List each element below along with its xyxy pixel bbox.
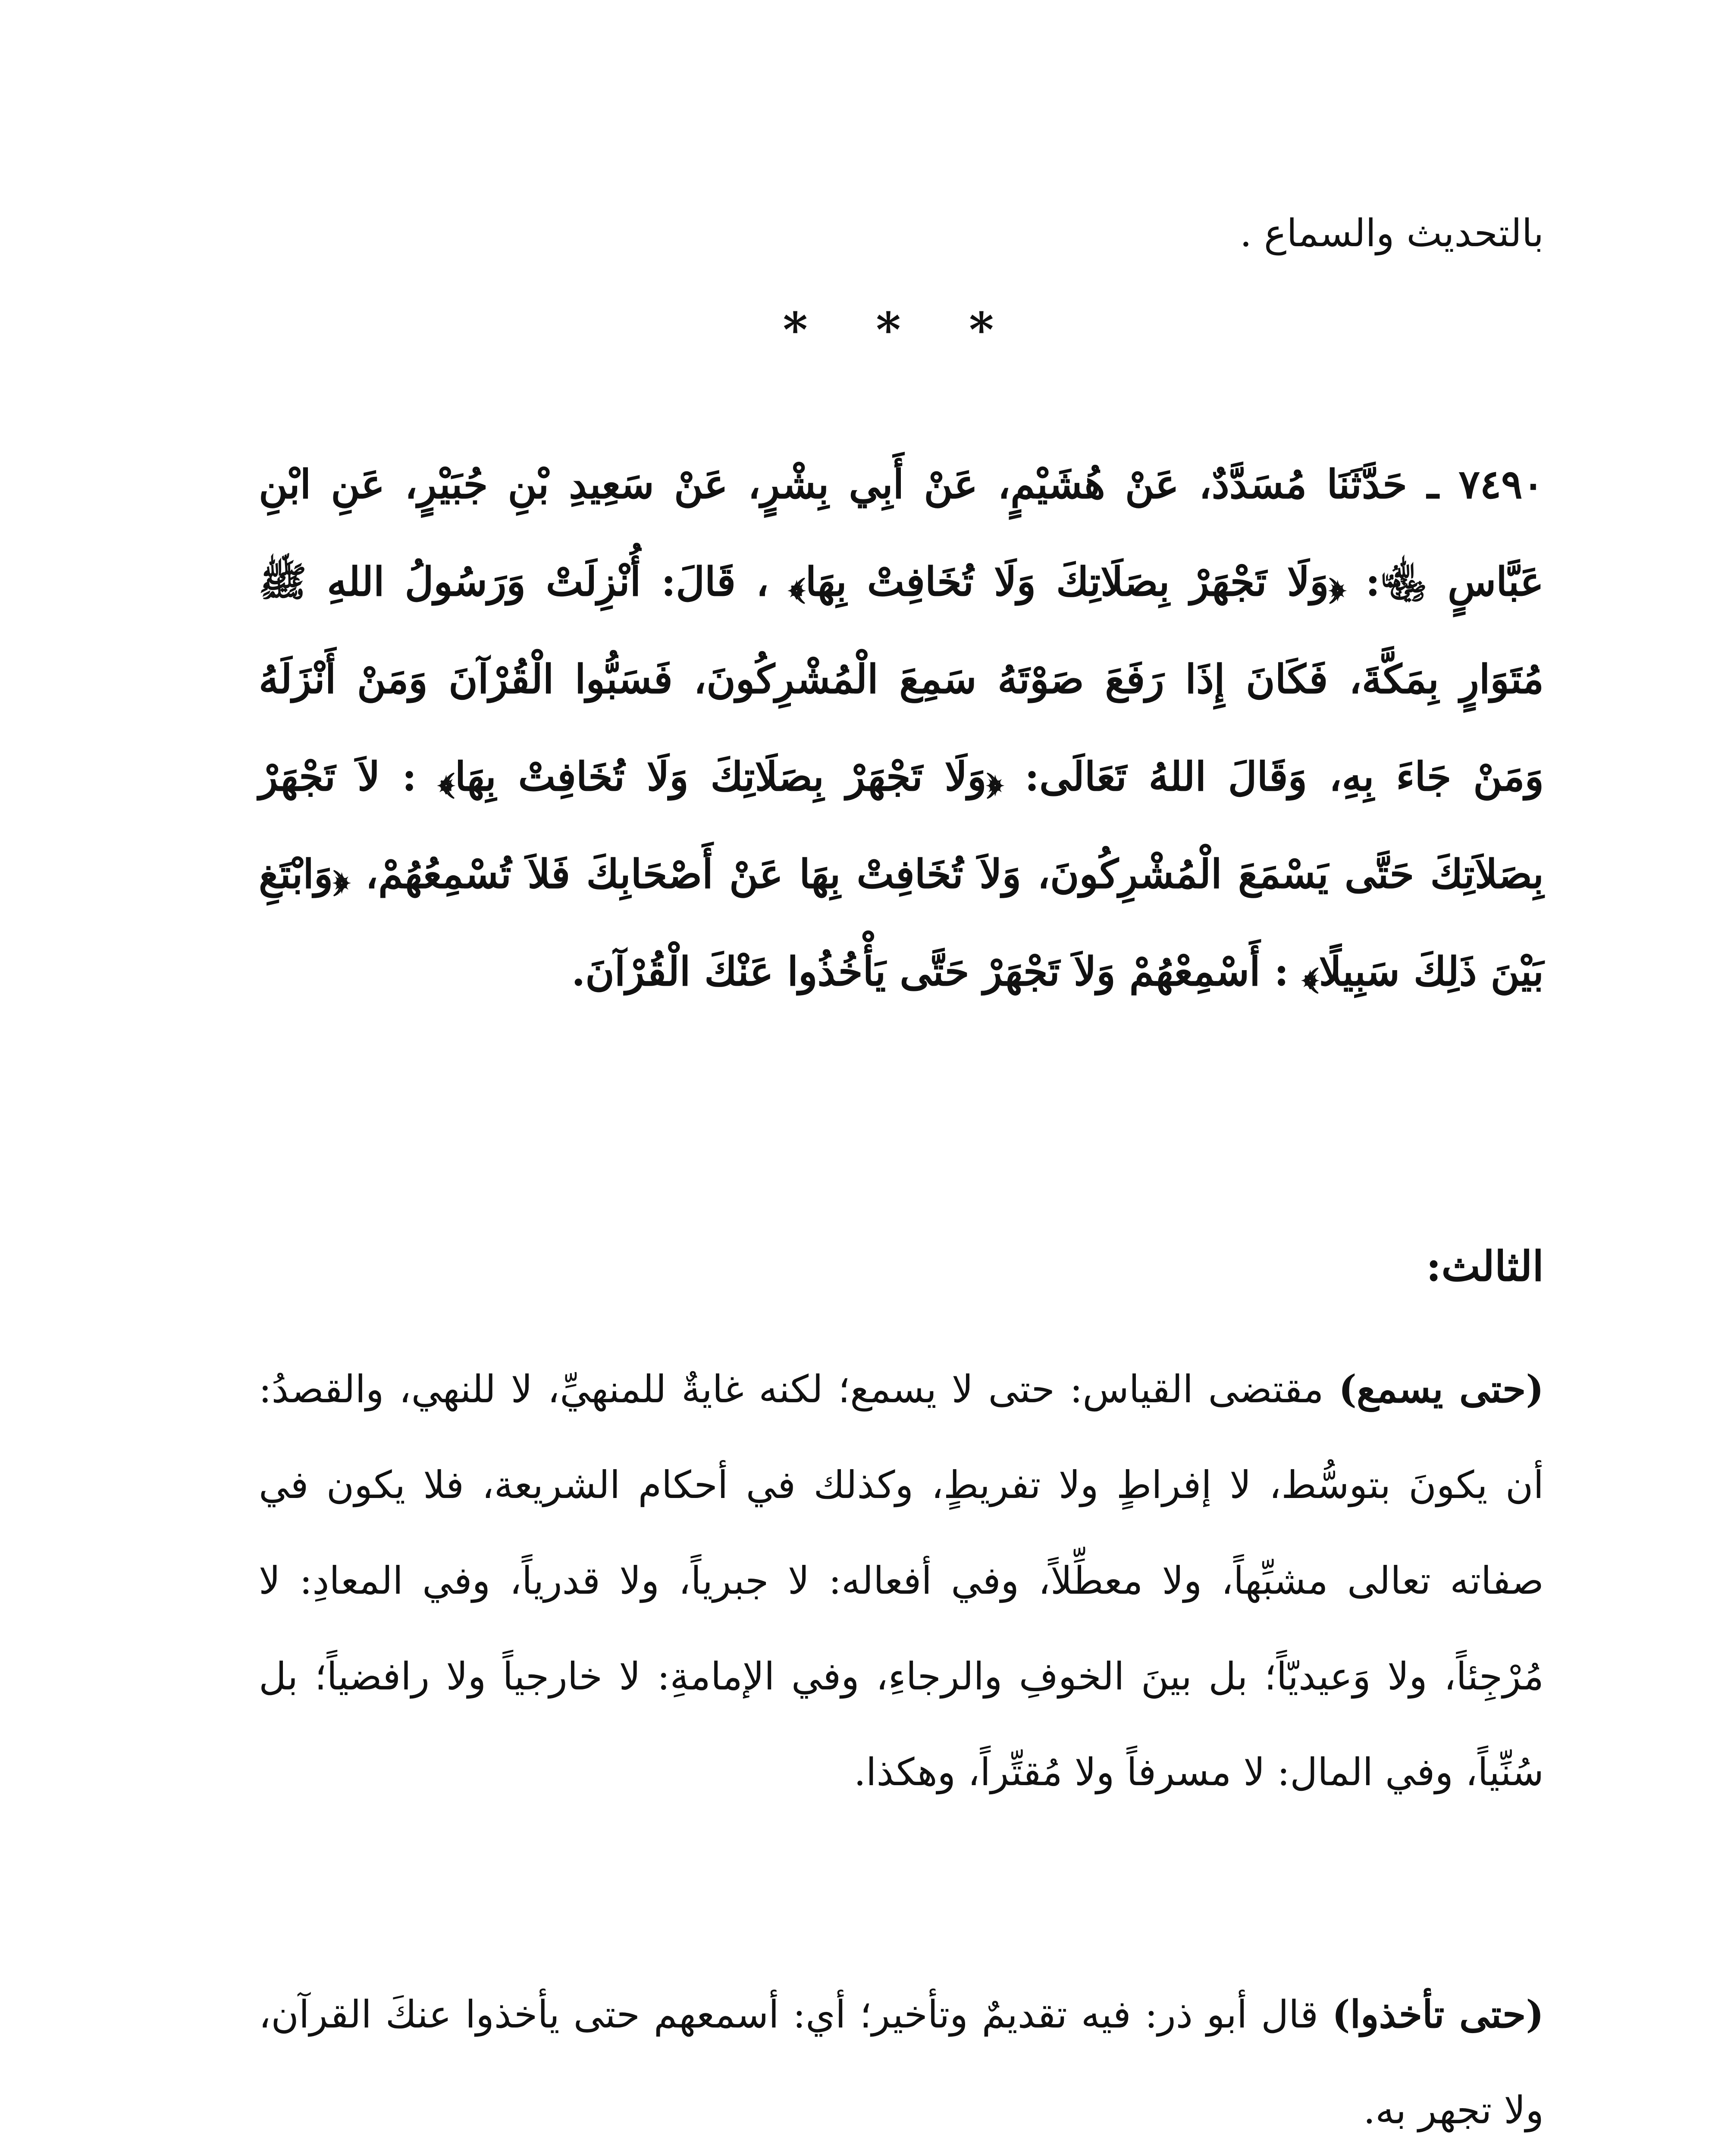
- commentary-term: (حتى يسمع): [1339, 1366, 1544, 1411]
- section-separator: * * *: [783, 302, 1020, 357]
- commentary-text: قال أبو ذر: فيه تقديمٌ وتأخير؛ أي: أسمعهم حتى يأخذوا عنكَ القرآن، ولا تجهر به.: [259, 1992, 1544, 2132]
- commentary-paragraph: [259, 1341, 1544, 1820]
- commentary-term: (حتى تأخذوا): [1332, 1992, 1544, 2037]
- hadith-text: ٧٤٩٠ ـ حَدَّثَنَا مُسَدَّدٌ، عَنْ هُشَيْمٍ، عَنْ أَبِي بِشْرٍ، عَنْ سَعِيدِ بْنِ جُبَيْرٍ، عَنِ ابْنِ عَبَّاسٍ ﵄: ﴿وَلَا تَجْهَرْ بِصَلَاتِكَ وَلَا تُخَافِتْ بِهَا﴾ ، قَالَ: أُنْزِلَتْ وَرَسُولُ اللهِ ﷺ مُتَوَارٍ بِمَكَّةَ، فَكَانَ إِذَا رَفَعَ صَوْتَهُ سَمِعَ الْمُشْرِكُونَ، فَسَبُّوا الْقُرْآنَ وَمَنْ أَنْزَلَهُ وَمَنْ جَاءَ بِهِ، وَقَالَ اللهُ تَعَالَى: ﴿وَلَا تَجْهَرْ بِصَلَاتِكَ وَلَا تُخَافِتْ بِهَا﴾ : لاَ تَجْهَرْ بِصَلاَتِكَ حَتَّى يَسْمَعَ الْمُشْرِكُونَ، وَلاَ تُخَافِتْ بِهَا عَنْ أَصْحَابِكَ فَلاَ تُسْمِعُهُمْ، ﴿وَابْتَغِ بَيْنَ ذَلِكَ سَبِيلًا﴾ : أَسْمِعْهُمْ وَلاَ تَجْهَرْ حَتَّى يَأْخُذُوا عَنْكَ الْقُرْآنَ.: [259, 461, 1544, 995]
- commentary-text: مقتضى القياس: حتى لا يسمع؛ لكنه غايةٌ للمنهيِّ، لا للنهي، والقصدُ: أن يكونَ بتوسُّط، لا إفراطٍ ولا تفريطٍ، وكذلك في أحكام الشريعة، فلا يكون في صفاته تعالى مشبِّهاً، ولا معطِّلاً، وفي أفعاله: لا جبرياً، ولا قدرياً، وفي المعادِ: لا مُرْجِئاً، ولا وَعيديّاً؛ بل بينَ الخوفِ والرجاءِ، وفي الإمامةِ: لا خارجياً ولا رافضياً؛ بل سُنِّياً، وفي المال: لا مسرفاً ولا مُقتِّراً، وهكذا.: [259, 1367, 1544, 1794]
- commentary-paragraph: [259, 1966, 1544, 2156]
- intro-line: بالتحديث والسماع .: [1240, 211, 1544, 255]
- section-heading: الثالث:: [1426, 1242, 1544, 1291]
